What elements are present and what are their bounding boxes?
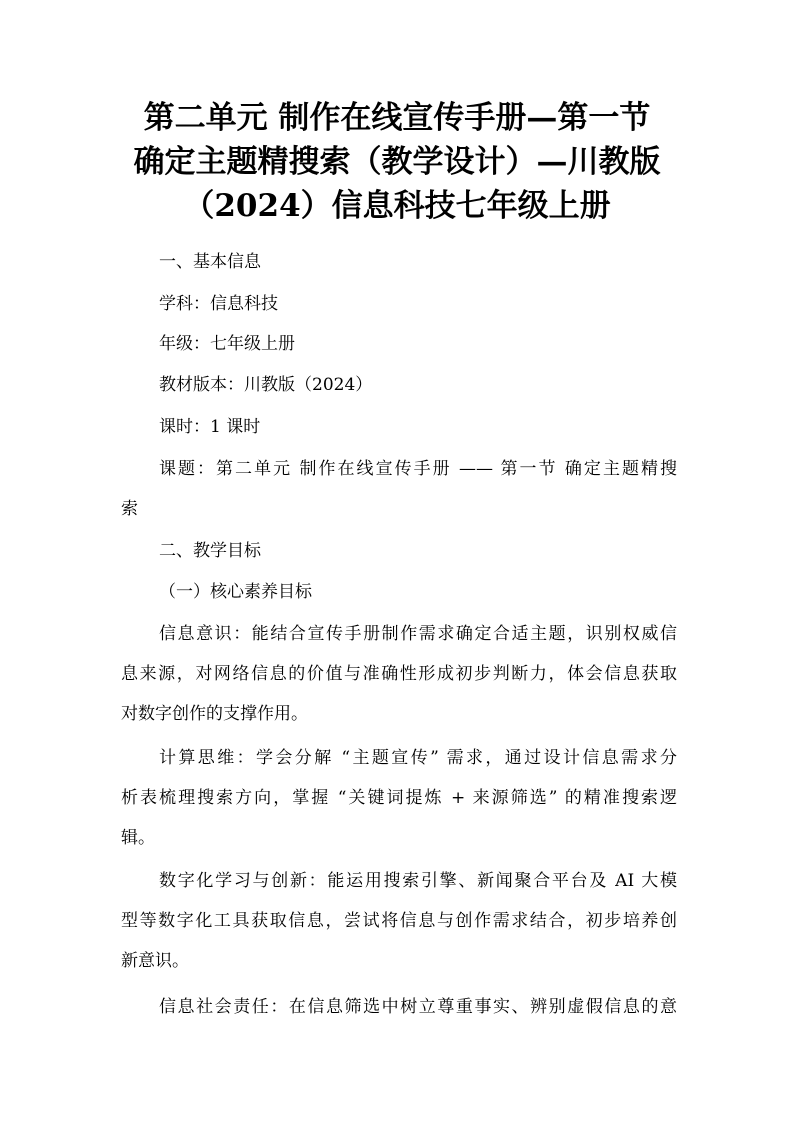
digital-learning-paragraph <box>121 861 677 981</box>
digital-learning-line-3: 新意识。 <box>121 951 189 971</box>
edition-line: 教材版本：川教版（2024） <box>159 375 373 395</box>
info-awareness-paragraph <box>121 614 677 734</box>
grade-line: 年级：七年级上册 <box>159 334 295 354</box>
info-awareness-line-3: 对数字创作的支撑作用。 <box>121 704 308 724</box>
social-responsibility-line-1: 信息社会责任：在信息筛选中树立尊重事实、辨别虚假信息的意 <box>159 997 677 1017</box>
document-title-line-3: （2024）信息科技七年级上册 <box>183 188 611 224</box>
computational-thinking-line-2: 析表梳理搜索方向，掌握 “关键词提炼 + 来源筛选” 的精准搜索逻 <box>121 788 677 808</box>
section-heading-teaching-goals: 二、教学目标 <box>159 541 261 561</box>
computational-thinking-line-1: 计算思维：学会分解 “主题宣传” 需求，通过设计信息需求分 <box>159 748 677 768</box>
digital-learning-line-2: 型等数字化工具获取信息，尝试将信息与创作需求结合，初步培养创 <box>121 911 677 931</box>
section-heading-basic-info: 一、基本信息 <box>159 252 261 272</box>
document-title-line-1: 第二单元 制作在线宣传手册—第一节 <box>143 100 651 136</box>
topic-line-2: 索 <box>121 499 138 519</box>
sub-heading-core-literacy: （一）核心素养目标 <box>159 582 312 602</box>
digital-learning-line-1: 数字化学习与创新：能运用搜索引擎、新闻聚合平台及 AI 大模 <box>159 871 677 891</box>
computational-thinking-line-3: 辑。 <box>121 828 155 848</box>
subject-line: 学科：信息科技 <box>159 294 278 314</box>
topic-paragraph <box>121 449 677 529</box>
topic-line-1: 课题：第二单元 制作在线宣传手册 —— 第一节 确定主题精搜 <box>159 459 677 479</box>
class-hours-line: 课时：1 课时 <box>159 417 261 437</box>
document-title-line-2: 确定主题精搜索（教学设计）—川教版 <box>133 144 661 180</box>
social-responsibility-paragraph <box>121 987 677 1027</box>
computational-thinking-paragraph <box>121 738 677 858</box>
info-awareness-line-1: 信息意识：能结合宣传手册制作需求确定合适主题，识别权威信 <box>159 624 677 644</box>
info-awareness-line-2: 息来源，对网络信息的价值与准确性形成初步判断力，体会信息获取 <box>121 664 677 684</box>
